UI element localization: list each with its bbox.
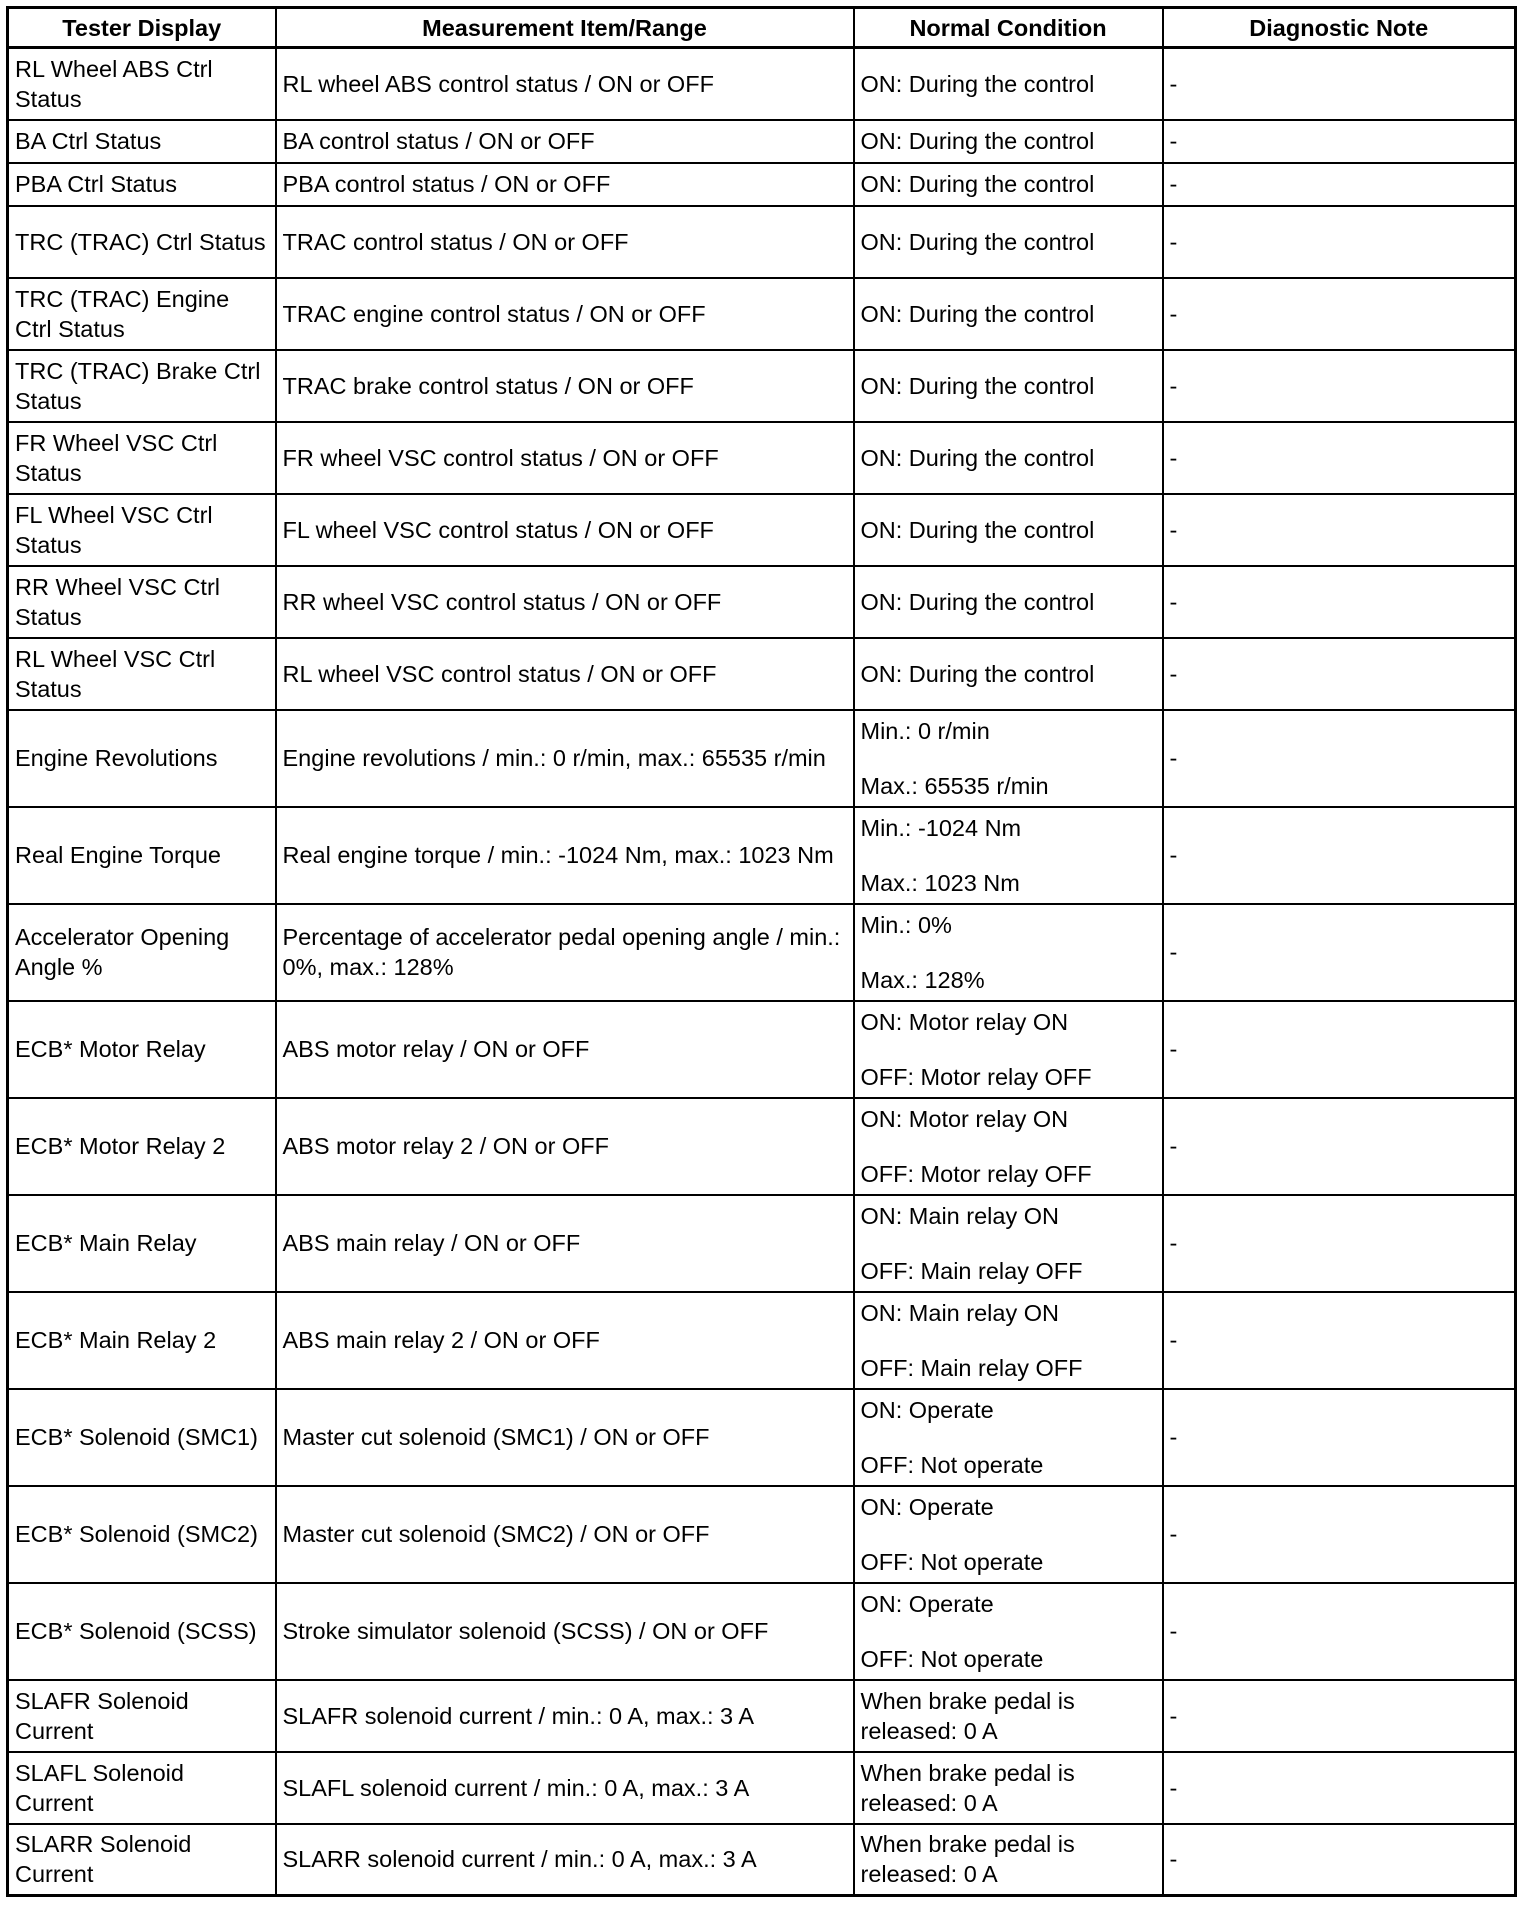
measurement-range-cell: SLARR solenoid current / min.: 0 A, max.: 3 A <box>276 1824 854 1896</box>
normal-condition-cell <box>854 48 1163 120</box>
condition-line: OFF: Not operate <box>860 1451 1044 1478</box>
condition-line: ON: During the control <box>860 171 1095 197</box>
tester-display-cell: SLARR Solenoid Current <box>8 1824 276 1896</box>
header-row <box>8 8 1516 48</box>
measurement-range-cell: RL wheel VSC control status / ON or OFF <box>276 638 854 710</box>
table-row <box>8 278 1516 350</box>
normal-condition-cell <box>854 1824 1163 1896</box>
normal-condition-cell <box>854 1389 1163 1486</box>
condition-line: ON: Operate <box>860 1590 994 1617</box>
measurement-range-cell: Percentage of accelerator pedal opening angle / min.: 0%, max.: 128% <box>276 904 854 1001</box>
condition-line: When brake pedal is released: 0 A <box>860 1831 1075 1888</box>
measurement-range-cell: TRAC engine control status / ON or OFF <box>276 278 854 350</box>
normal-condition-cell <box>854 566 1163 638</box>
condition-line: ON: During the control <box>860 70 1095 97</box>
normal-condition-cell <box>854 1752 1163 1824</box>
diagnostic-note-cell: - <box>1163 1752 1516 1824</box>
tester-display-cell: ECB* Solenoid (SMC1) <box>8 1389 276 1486</box>
table-row <box>8 566 1516 638</box>
condition-line: OFF: Not operate <box>860 1548 1044 1575</box>
tester-display-cell: RL Wheel ABS Ctrl Status <box>8 48 276 120</box>
normal-condition-cell <box>854 1195 1163 1292</box>
diagnostic-note-cell: - <box>1163 1195 1516 1292</box>
condition-line: ON: During the control <box>860 300 1095 327</box>
table-row <box>8 904 1516 1001</box>
tester-display-cell: ECB* Solenoid (SMC2) <box>8 1486 276 1583</box>
measurement-range-cell: Master cut solenoid (SMC1) / ON or OFF <box>276 1389 854 1486</box>
table-row <box>8 1195 1516 1292</box>
condition-line: ON: During the control <box>860 228 1095 255</box>
condition-line: ON: During the control <box>860 660 1095 687</box>
condition-line: OFF: Main relay OFF <box>860 1354 1083 1381</box>
condition-line: Min.: 0% <box>860 911 952 938</box>
measurement-range-cell: ABS main relay 2 / ON or OFF <box>276 1292 854 1389</box>
table-row <box>8 1486 1516 1583</box>
diagnostic-note-cell: - <box>1163 494 1516 566</box>
header-tester-display: Tester Display <box>8 8 276 48</box>
diagnostic-note-cell: - <box>1163 1486 1516 1583</box>
normal-condition-cell <box>854 120 1163 163</box>
normal-condition-cell <box>854 422 1163 494</box>
tester-display-cell: SLAFR Solenoid Current <box>8 1680 276 1752</box>
measurement-range-cell: PBA control status / ON or OFF <box>276 163 854 206</box>
tester-display-cell: RR Wheel VSC Ctrl Status <box>8 566 276 638</box>
table-row <box>8 1680 1516 1752</box>
diagnostic-note-cell: - <box>1163 1001 1516 1098</box>
measurement-range-cell: TRAC brake control status / ON or OFF <box>276 350 854 422</box>
diagnostic-note-cell: - <box>1163 422 1516 494</box>
condition-line: OFF: Motor relay OFF <box>860 1063 1092 1090</box>
tester-display-cell: PBA Ctrl Status <box>8 163 276 206</box>
diagnostic-note-cell: - <box>1163 1680 1516 1752</box>
condition-line: ON: Motor relay ON <box>860 1008 1069 1035</box>
condition-line: OFF: Not operate <box>860 1645 1044 1672</box>
measurement-range-cell: ABS motor relay 2 / ON or OFF <box>276 1098 854 1195</box>
condition-line: ON: Motor relay ON <box>860 1105 1069 1132</box>
diagnostic-note-cell: - <box>1163 1583 1516 1680</box>
condition-line: Max.: 1023 Nm <box>860 869 1020 896</box>
condition-line: When brake pedal is released: 0 A <box>860 1759 1075 1816</box>
normal-condition-cell <box>854 278 1163 350</box>
table-row <box>8 350 1516 422</box>
data-list-table <box>6 6 1517 1897</box>
table-row <box>8 710 1516 807</box>
tester-display-cell: TRC (TRAC) Engine Ctrl Status <box>8 278 276 350</box>
tester-display-cell: BA Ctrl Status <box>8 120 276 163</box>
diagnostic-note-cell: - <box>1163 710 1516 807</box>
tester-display-cell: ECB* Solenoid (SCSS) <box>8 1583 276 1680</box>
diagnostic-note-cell: - <box>1163 350 1516 422</box>
table-row <box>8 807 1516 904</box>
table-row <box>8 1583 1516 1680</box>
diagnostic-note-cell: - <box>1163 206 1516 278</box>
tester-display-cell: ECB* Motor Relay 2 <box>8 1098 276 1195</box>
tester-display-cell: TRC (TRAC) Brake Ctrl Status <box>8 350 276 422</box>
diagnostic-note-cell: - <box>1163 638 1516 710</box>
condition-line: When brake pedal is released: 0 A <box>860 1687 1075 1744</box>
tester-display-cell: Accelerator Opening Angle % <box>8 904 276 1001</box>
normal-condition-cell <box>854 1001 1163 1098</box>
tester-display-cell: FR Wheel VSC Ctrl Status <box>8 422 276 494</box>
condition-line: Min.: -1024 Nm <box>860 814 1022 841</box>
measurement-range-cell: TRAC control status / ON or OFF <box>276 206 854 278</box>
diagnostic-note-cell: - <box>1163 163 1516 206</box>
measurement-range-cell: Stroke simulator solenoid (SCSS) / ON or OFF <box>276 1583 854 1680</box>
normal-condition-cell <box>854 350 1163 422</box>
normal-condition-cell <box>854 904 1163 1001</box>
measurement-range-cell: SLAFL solenoid current / min.: 0 A, max.: 3 A <box>276 1752 854 1824</box>
normal-condition-cell <box>854 494 1163 566</box>
tester-display-cell: ECB* Main Relay <box>8 1195 276 1292</box>
measurement-range-cell: ABS main relay / ON or OFF <box>276 1195 854 1292</box>
diagnostic-note-cell: - <box>1163 1098 1516 1195</box>
condition-line: ON: Operate <box>860 1493 994 1520</box>
measurement-range-cell: SLAFR solenoid current / min.: 0 A, max.: 3 A <box>276 1680 854 1752</box>
condition-line: ON: Main relay ON <box>860 1299 1059 1326</box>
condition-line: ON: Main relay ON <box>860 1202 1059 1229</box>
header-normal-condition: Normal Condition <box>854 8 1163 48</box>
table-row <box>8 1001 1516 1098</box>
condition-line: ON: During the control <box>860 516 1095 543</box>
table-row <box>8 48 1516 120</box>
table-row <box>8 1292 1516 1389</box>
condition-line: ON: During the control <box>860 588 1095 615</box>
condition-line: ON: During the control <box>860 128 1095 154</box>
tester-display-cell: FL Wheel VSC Ctrl Status <box>8 494 276 566</box>
measurement-range-cell: Engine revolutions / min.: 0 r/min, max.: 65535 r/min <box>276 710 854 807</box>
table-row <box>8 1098 1516 1195</box>
normal-condition-cell <box>854 638 1163 710</box>
header-diagnostic-note: Diagnostic Note <box>1163 8 1516 48</box>
measurement-range-cell: ABS motor relay / ON or OFF <box>276 1001 854 1098</box>
diagnostic-note-cell: - <box>1163 807 1516 904</box>
measurement-range-cell: FR wheel VSC control status / ON or OFF <box>276 422 854 494</box>
condition-line: Min.: 0 r/min <box>860 717 990 744</box>
normal-condition-cell <box>854 206 1163 278</box>
diagnostic-note-cell: - <box>1163 1824 1516 1896</box>
table-body <box>8 48 1516 1896</box>
tester-display-cell: ECB* Motor Relay <box>8 1001 276 1098</box>
table-row <box>8 1389 1516 1486</box>
normal-condition-cell <box>854 163 1163 206</box>
measurement-range-cell: FL wheel VSC control status / ON or OFF <box>276 494 854 566</box>
condition-line: ON: During the control <box>860 444 1095 471</box>
table-row <box>8 494 1516 566</box>
condition-line: ON: Operate <box>860 1396 994 1423</box>
measurement-range-cell: RL wheel ABS control status / ON or OFF <box>276 48 854 120</box>
condition-line: Max.: 128% <box>860 966 985 993</box>
table-row <box>8 163 1516 206</box>
normal-condition-cell <box>854 1486 1163 1583</box>
tester-display-cell: SLAFL Solenoid Current <box>8 1752 276 1824</box>
diagnostic-note-cell: - <box>1163 120 1516 163</box>
table-header <box>8 8 1516 48</box>
normal-condition-cell <box>854 807 1163 904</box>
normal-condition-cell <box>854 1292 1163 1389</box>
tester-display-cell: RL Wheel VSC Ctrl Status <box>8 638 276 710</box>
normal-condition-cell <box>854 1680 1163 1752</box>
tester-display-cell: Real Engine Torque <box>8 807 276 904</box>
table-row <box>8 422 1516 494</box>
diagnostic-note-cell: - <box>1163 48 1516 120</box>
measurement-range-cell: Real engine torque / min.: -1024 Nm, max.: 1023 Nm <box>276 807 854 904</box>
table-row <box>8 1752 1516 1824</box>
measurement-range-cell: BA control status / ON or OFF <box>276 120 854 163</box>
condition-line: OFF: Motor relay OFF <box>860 1160 1092 1187</box>
table-row <box>8 120 1516 163</box>
condition-line: Max.: 65535 r/min <box>860 772 1049 799</box>
condition-line: ON: During the control <box>860 372 1095 399</box>
diagnostic-note-cell: - <box>1163 278 1516 350</box>
tester-display-cell: TRC (TRAC) Ctrl Status <box>8 206 276 278</box>
tester-display-cell: ECB* Main Relay 2 <box>8 1292 276 1389</box>
measurement-range-cell: RR wheel VSC control status / ON or OFF <box>276 566 854 638</box>
diagnostic-note-cell: - <box>1163 1292 1516 1389</box>
normal-condition-cell <box>854 1098 1163 1195</box>
table-row <box>8 206 1516 278</box>
condition-line: OFF: Main relay OFF <box>860 1257 1083 1284</box>
table-row <box>8 638 1516 710</box>
tester-display-cell: Engine Revolutions <box>8 710 276 807</box>
diagnostic-note-cell: - <box>1163 904 1516 1001</box>
table-row <box>8 1824 1516 1896</box>
normal-condition-cell <box>854 1583 1163 1680</box>
header-measurement-item: Measurement Item/Range <box>276 8 854 48</box>
diagnostic-note-cell: - <box>1163 566 1516 638</box>
measurement-range-cell: Master cut solenoid (SMC2) / ON or OFF <box>276 1486 854 1583</box>
diagnostic-note-cell: - <box>1163 1389 1516 1486</box>
normal-condition-cell <box>854 710 1163 807</box>
